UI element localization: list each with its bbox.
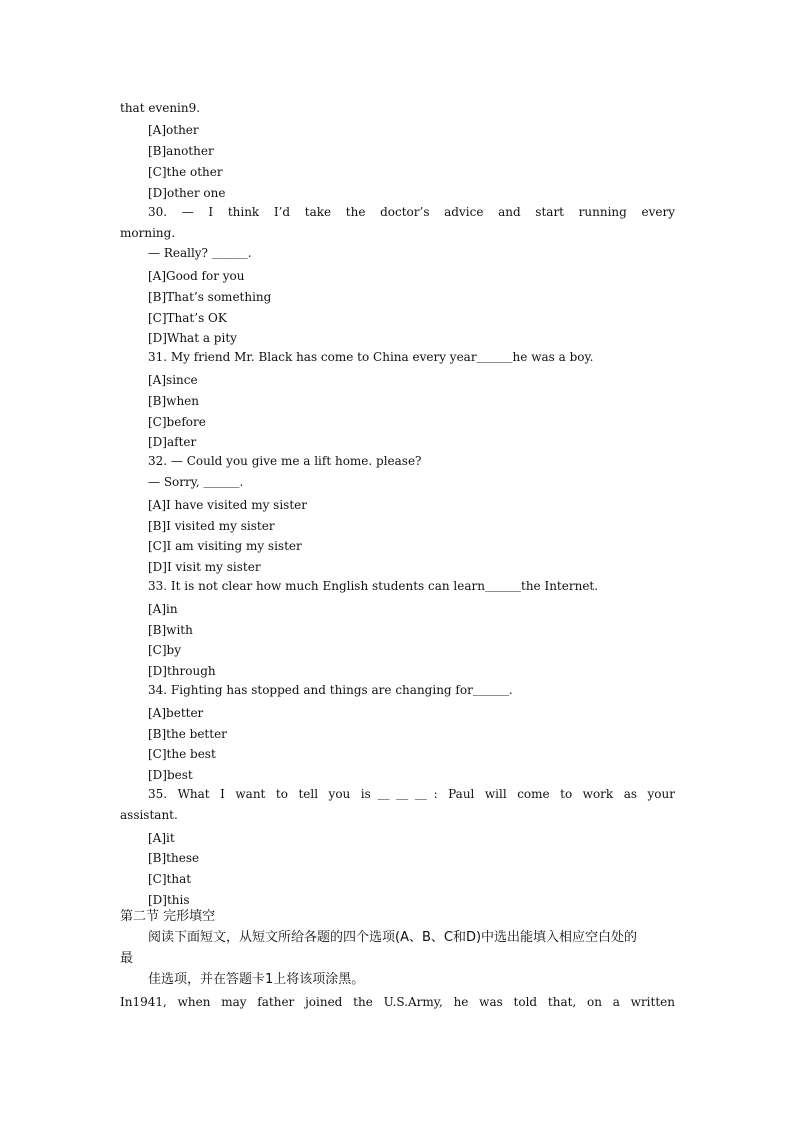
q34-option-c: [C]the best	[148, 747, 216, 761]
q34-option-b: [B]the better	[148, 727, 227, 741]
q31-option-b: [B]when	[148, 394, 200, 408]
q29-option-d: [D]other one	[148, 186, 226, 200]
q33-option-c: [C]by	[148, 643, 182, 657]
q32-option-c: [C]I am visiting my sister	[148, 539, 302, 553]
question-32-reply: — Sorry, ＿＿＿.	[148, 475, 244, 489]
question-35-stem-cont: assistant.	[120, 808, 178, 822]
passage-first-line: In1941, when may father joined the U.S.Army, he was told that, on a written	[120, 995, 675, 1009]
q29-option-b: [B]another	[148, 144, 214, 158]
q35-option-c: [C]that	[148, 872, 192, 886]
q30-option-a: [A]Good for you	[148, 269, 245, 283]
q31-option-d: [D]after	[148, 435, 197, 449]
question-30-stem: 30. — I think I’d take the doctor’s advice and start running every	[148, 205, 675, 219]
question-35-stem: 35. What I want to tell you is＿＿＿: Paul will come to work as your	[148, 787, 675, 801]
question-30-reply: — Really? ＿＿＿.	[148, 246, 252, 260]
question-30-stem-cont: morning.	[120, 226, 176, 240]
q29-option-a: [A]other	[148, 123, 199, 137]
question-33-stem: 33. It is not clear how much English students can learn＿＿＿the Internet.	[148, 579, 599, 593]
question-29-stem-end: that evenin9.	[120, 101, 201, 115]
section-heading: 第二节 完形填空	[120, 909, 216, 924]
q32-option-d: [D]I visit my sister	[148, 560, 261, 574]
section-instructions-wrap: 最	[120, 951, 134, 966]
q32-option-b: [B]I visited my sister	[148, 519, 275, 533]
q31-option-c: [C]before	[148, 415, 206, 429]
section-instructions-cont: 佳选项，并在答题卡1上将该项涂黑。	[148, 972, 365, 987]
section-instructions: 阅读下面短文，从短文所给各题的四个选项(A、B、C和D)中选出能填入相应空白处的	[148, 930, 638, 945]
q33-option-d: [D]through	[148, 664, 216, 678]
q34-option-d: [D]best	[148, 768, 193, 782]
q29-option-c: [C]the other	[148, 165, 223, 179]
q31-option-a: [A]since	[148, 373, 198, 387]
question-34-stem: 34. Fighting has stopped and things are changing for＿＿＿.	[148, 683, 513, 697]
q34-option-a: [A]better	[148, 706, 204, 720]
q30-option-c: [C]That’s OK	[148, 311, 227, 325]
q32-option-a: [A]I have visited my sister	[148, 498, 307, 512]
q33-option-b: [B]with	[148, 623, 193, 637]
q30-option-d: [D]What a pity	[148, 331, 237, 345]
q35-option-b: [B]these	[148, 851, 200, 865]
question-31-stem: 31. My friend Mr. Black has come to China every year＿＿＿he was a boy.	[148, 350, 594, 364]
q30-option-b: [B]That’s something	[148, 290, 272, 304]
question-32-stem: 32. — Could you give me a lift home. please?	[148, 454, 422, 468]
q33-option-a: [A]in	[148, 602, 178, 616]
q35-option-d: [D]this	[148, 893, 190, 907]
q35-option-a: [A]it	[148, 831, 175, 845]
